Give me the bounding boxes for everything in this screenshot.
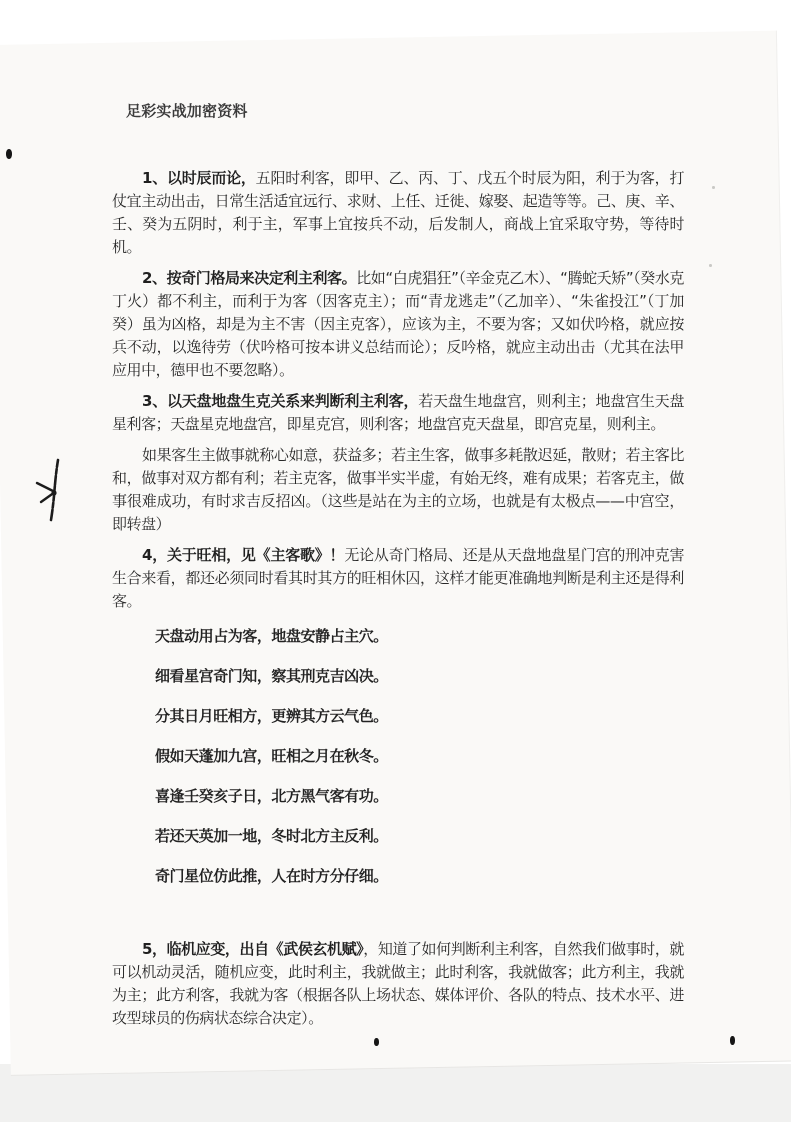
document-content: [112, 100, 684, 1038]
paragraph-2: [112, 267, 684, 382]
verse-line-7: 奇门星位仿此推，人在时方分仔细。: [155, 867, 388, 885]
verse-line-2: 细看星宫奇门知，察其刑克吉凶决。: [155, 667, 388, 685]
ink-speck-left: [6, 149, 12, 159]
paragraph-5-text: 无论从奇门格局、还是从天盘地盘星门宫的刑冲克害生合来看，都还必须同时看其时其方的旺相休囚，这样才能更准确地判断是利主还是得利客。: [112, 546, 685, 610]
paragraph-1: [112, 167, 684, 259]
closing-paragraph: [112, 938, 684, 1030]
verse-line-3: 分其日月旺相方，更辨其方云气色。: [155, 707, 388, 725]
ink-speck-bottom-center: [374, 1038, 379, 1046]
scan-speck-right-1: [712, 186, 715, 189]
paragraph-4-text: 如果客生主做事就称心如意，获益多；若主生客，做事多耗散迟延，散财；若主客比和，做事对双方都有利；若主克客，做事半实半虚，有始无终，难有成果；若客克主，做事很难成功，有时求吉反招凶。（这些是站在为主的立场，也就是有太极点——中宫空，即转盘）: [112, 446, 684, 533]
verse-line-1: 天盘动用占为客，地盘安静占主穴。: [155, 627, 388, 645]
paragraph-5: [112, 544, 684, 613]
paragraph-1-lead: 1、以时辰而论，: [142, 169, 256, 187]
paragraph-2-lead: 2、按奇门格局来决定利主利客。: [142, 269, 357, 287]
paragraph-3-lead: 3、以天盘地盘生克关系来判断利主利客，: [142, 392, 419, 410]
paragraph-3: [112, 390, 684, 436]
verse-line-6: 若还天英加一地，冬时北方主反利。: [155, 827, 388, 845]
verse-section: [155, 625, 684, 888]
verse-line-4: 假如天蓬加九宫，旺相之月在秋冬。: [155, 747, 388, 765]
closing-paragraph-lead: 5，临机应变，出自《武侯玄机赋》: [142, 940, 364, 958]
scan-speck-right-2: [709, 264, 712, 267]
paragraph-3-text: 若天盘生地盘宫，则利主；地盘宫生天盘星利客；天盘星克地盘宫，即星克宫，则利客；地盘宫克天盘星，即宫克星，则利主。: [112, 392, 684, 433]
paragraph-4: [112, 444, 684, 536]
handwritten-mark: [30, 452, 74, 530]
document-title: 足彩实战加密资料: [126, 102, 248, 120]
ink-speck-bottom-right: [730, 1036, 735, 1045]
paragraph-2-text: 比如“白虎猖狂”（辛金克乙木）、“腾蛇夭矫”（癸水克丁火）都不利主，而利于为客（因客克主）；而“青龙逃走”（乙加辛）、“朱雀投江”（丁加癸）虽为凶格，却是为主不害（因主克客），应该为主，不要为客；又如伏吟格，就应按兵不动，以逸待劳（伏吟格可按本讲义总结而论）；反吟格，就应主动出击（尤其在法甲应用中，德甲也不要忽略）。: [112, 269, 684, 379]
paragraph-5-lead: 4，关于旺相，见《主客歌》！: [142, 546, 345, 564]
closing-paragraph-text: ，知道了如何判断利主利客，自然我们做事时，就可以机动灵活，随机应变，此时利主，我就做主；此时利客，我就做客；此方利主，我就为主；此方利客，我就为客（根据各队上场状态、媒体评价、各队的特点、技术水平、进攻型球员的伤病状态综合决定）。: [112, 940, 684, 1027]
verse-line-5: 喜逢壬癸亥子日，北方黑气客有功。: [155, 787, 388, 805]
paragraph-1-text: 五阳时利客，即甲、乙、丙、丁、戊五个时辰为阳，利于为客，打仗宜主动出击，日常生活适宜远行、求财、上任、迁徙、嫁娶、起造等等。己、庚、辛、壬、癸为五阴时，利于主，军事上宜按兵不动，后发制人，商战上宜采取守势，等待时机。: [112, 169, 684, 256]
